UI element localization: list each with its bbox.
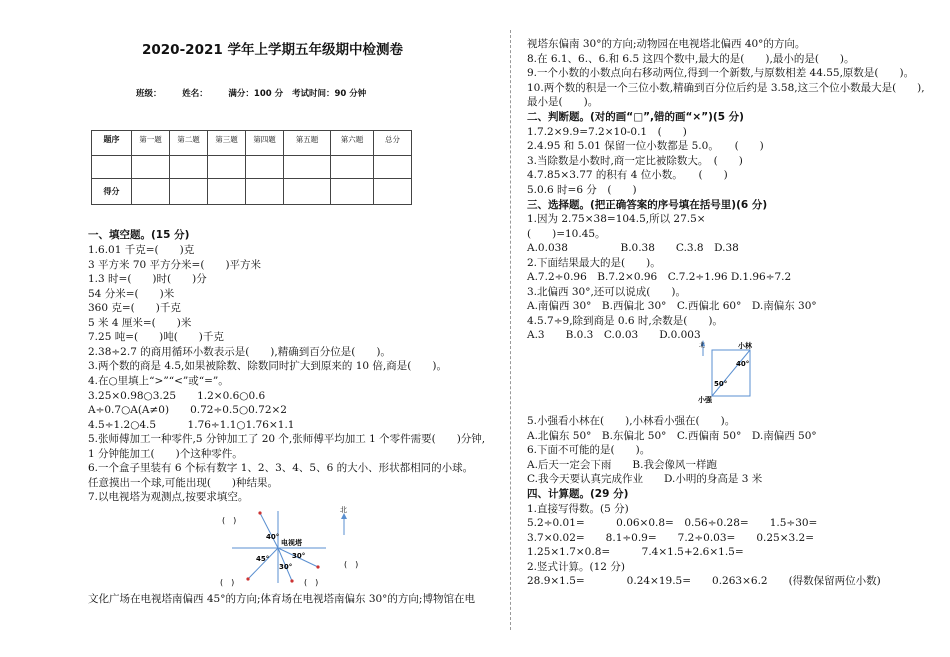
score-table-header: 第一题 bbox=[132, 131, 170, 156]
score-table bbox=[91, 130, 412, 205]
judge-item: 4.7.85×3.77 的积有 4 位小数。 ( ) bbox=[527, 169, 728, 181]
choice-item: A.北偏东 50° B.东偏北 50° C.西偏南 50° D.南偏西 50° bbox=[527, 430, 817, 442]
angle-label: 30° bbox=[292, 552, 306, 560]
choice-item: 3.北偏西 30°,还可以说成( )。 bbox=[527, 286, 686, 298]
column-divider bbox=[510, 30, 511, 630]
choice-item: A.3 B.0.3 C.0.03 D.0.003 bbox=[527, 329, 701, 341]
ray-south-west-45 bbox=[248, 548, 278, 579]
choice-item: A.后天一定会下雨 B.我会像风一样跑 bbox=[527, 459, 717, 471]
choice-item: A.0.038 B.0.38 C.3.8 D.38 bbox=[527, 242, 739, 254]
question-line: 9.一个小数的小数点向右移动两位,得到一个新数,与原数相差 44.55,原数是( )。 bbox=[527, 67, 915, 79]
blank-label: ( ) bbox=[220, 578, 235, 587]
choice-item: 6.下面不可能的是( )。 bbox=[527, 444, 651, 456]
choice-item: 1.因为 2.75×38=104.5,所以 27.5× bbox=[527, 213, 706, 225]
judge-item: 3.当除数是小数时,商一定比被除数大。 ( ) bbox=[527, 155, 743, 167]
question-line: 4.在○里填上“>”“<”或“=”。 bbox=[88, 375, 229, 387]
question-line: A÷0.7○A(A≠0) 0.72÷0.5○0.72×2 bbox=[88, 404, 287, 416]
score-table-header: 第三题 bbox=[208, 131, 246, 156]
question-line: 10.两个数的积是一个三位小数,精确到百分位后约是 3.58,这三个位小数最大是( ), bbox=[527, 82, 925, 94]
choice-item: 4.5.7÷9,除到商是 0.6 时,余数是( )。 bbox=[527, 315, 723, 327]
score-table-header: 第六题 bbox=[331, 131, 374, 156]
question-line: 7.以电视塔为观测点,按要求填空。 bbox=[88, 491, 249, 503]
choice-item: 2.下面结果最大的是( )。 bbox=[527, 257, 661, 269]
exam-info: 班级： 姓名： 满分：100 分 考试时间：90 分钟 bbox=[136, 89, 367, 99]
calc-item: 1.直接写得数。(5 分) bbox=[527, 503, 629, 515]
question-line: 5.张师傅加工一种零件,5 分钟加工了 20 个,张师傅平均加工 1 个零件需要( )分钟, bbox=[88, 433, 486, 445]
question-line: 视塔东偏南 30°的方向;动物园在电视塔北偏西 40°的方向。 bbox=[527, 38, 806, 50]
xiaoqiang-label: 小强 bbox=[698, 396, 712, 404]
question-line: 8.在 6.1、6.、6.和 6.5 这四个数中,最大的是( ),最小的是( )。 bbox=[527, 53, 855, 65]
angle-label: 45° bbox=[256, 555, 270, 563]
calc-item: 1.25×1.7×0.8= 7.4×1.5+2.6×1.5= bbox=[527, 546, 744, 558]
choice-item: A.南偏西 30° B.西偏北 30° C.西偏北 60° D.南偏东 30° bbox=[527, 300, 817, 312]
question-line: 3 平方米 70 平方分米=( )平方米 bbox=[88, 259, 262, 271]
question-line: 54 分米=( )米 bbox=[88, 288, 175, 300]
page-title: 2020-2021 学年上学期五年级期中检测卷 bbox=[142, 42, 403, 58]
hypotenuse bbox=[712, 350, 750, 396]
question-line: 任意摸出一个球,可能出现( )种结果。 bbox=[88, 477, 279, 489]
choice-item: 5.小强看小林在( ),小林看小强在( )。 bbox=[527, 415, 736, 427]
angle-label: 50° bbox=[714, 380, 728, 388]
angle-label: 40° bbox=[736, 360, 750, 368]
choice-item: ( )=10.45。 bbox=[527, 228, 606, 240]
question-line: 3.25×0.98○3.25 1.2×0.6○0.6 bbox=[88, 390, 266, 402]
score-table-header: 第五题 bbox=[284, 131, 331, 156]
question-line: 5 米 4 厘米=( )米 bbox=[88, 317, 192, 329]
question-line: 1.6.01 千克=( )克 bbox=[88, 244, 195, 256]
judge-item: 1.7.2×9.9=7.2×10-0.1 ( ) bbox=[527, 126, 687, 138]
question-line: 1.3 时=( )时( )分 bbox=[88, 273, 207, 285]
blank-label: ( ) bbox=[304, 578, 319, 587]
xiaolin-label: 小林 bbox=[738, 342, 752, 350]
question-line: 3.两个数的商是 4.5,如果被除数、除数同时扩大到原来的 10 倍,商是( )。 bbox=[88, 360, 447, 372]
calc-item: 3.7×0.02= 8.1÷0.9= 7.2÷0.03= 0.25×3.2= bbox=[527, 532, 815, 544]
calc-item: 28.9×1.5= 0.24×19.5= 0.263×6.2 (得数保留两位小数) bbox=[527, 575, 881, 587]
question-line: 文化广场在电视塔南偏西 45°的方向;体育场在电视塔南偏东 30°的方向;博物馆在电 bbox=[88, 593, 475, 605]
compass-figure bbox=[220, 503, 380, 587]
choice-item: C.我今天要认真完成作业 D.小明的身高是 3 米 bbox=[527, 473, 763, 485]
blank-label: ( ) bbox=[344, 560, 359, 569]
score-table-blank-row bbox=[92, 156, 412, 179]
question-line: 1 分钟能加工( )个这种零件。 bbox=[88, 448, 243, 460]
section-2-title: 二、判断题。(对的画“□”,错的画“×”)(5 分) bbox=[527, 111, 744, 123]
score-table-header-row bbox=[92, 131, 412, 156]
angle-label: 30° bbox=[279, 563, 293, 571]
score-table-header: 第二题 bbox=[170, 131, 208, 156]
section-4-title: 四、计算题。(29 分) bbox=[527, 488, 629, 500]
question-line: 最小是( )。 bbox=[527, 96, 599, 108]
question-line: 2.38÷2.7 的商用循环小数表示是( ),精确到百分位是( )。 bbox=[88, 346, 391, 358]
calc-item: 2.竖式计算。(12 分) bbox=[527, 561, 625, 573]
north-label: 北 bbox=[699, 342, 706, 349]
score-table-header: 总分 bbox=[374, 131, 412, 156]
question-line: 6.一个盒子里装有 6 个标有数字 1、2、3、4、5、6 的大小、形状都相同的小球。 bbox=[88, 462, 474, 474]
tower-label: 电视塔 bbox=[281, 539, 302, 547]
choice-item: A.7.2÷0.96 B.7.2×0.96 C.7.2÷1.96 D.1.96÷7.2 bbox=[527, 271, 792, 283]
judge-item: 5.0.6 时=6 分 ( ) bbox=[527, 184, 637, 196]
north-label: 北 bbox=[340, 506, 347, 514]
section-3-title: 三、选择题。(把正确答案的序号填在括号里)(6 分) bbox=[527, 199, 768, 211]
direction-triangle-figure bbox=[698, 338, 788, 406]
section-1-title: 一、填空题。(15 分) bbox=[88, 229, 190, 241]
score-table-header: 第四题 bbox=[246, 131, 284, 156]
question-line: 7.25 吨=( )吨( )千克 bbox=[88, 331, 224, 343]
score-row-label: 得分 bbox=[92, 179, 132, 205]
question-line: 4.5÷1.2○4.5 1.76÷1.1○1.76×1.1 bbox=[88, 419, 295, 431]
judge-item: 2.4.95 和 5.01 保留一位小数都是 5.0。 ( ) bbox=[527, 140, 764, 152]
angle-label: 40° bbox=[266, 533, 280, 541]
score-table-score-row bbox=[92, 179, 412, 205]
question-line: 360 克=( )千克 bbox=[88, 302, 181, 314]
calc-item: 5.2÷0.01= 0.06×0.8= 0.56÷0.28= 1.5÷30= bbox=[527, 517, 818, 529]
blank-label: ( ) bbox=[222, 516, 237, 525]
score-table-header: 题序 bbox=[92, 131, 132, 156]
ray-north-west-40 bbox=[260, 513, 278, 548]
